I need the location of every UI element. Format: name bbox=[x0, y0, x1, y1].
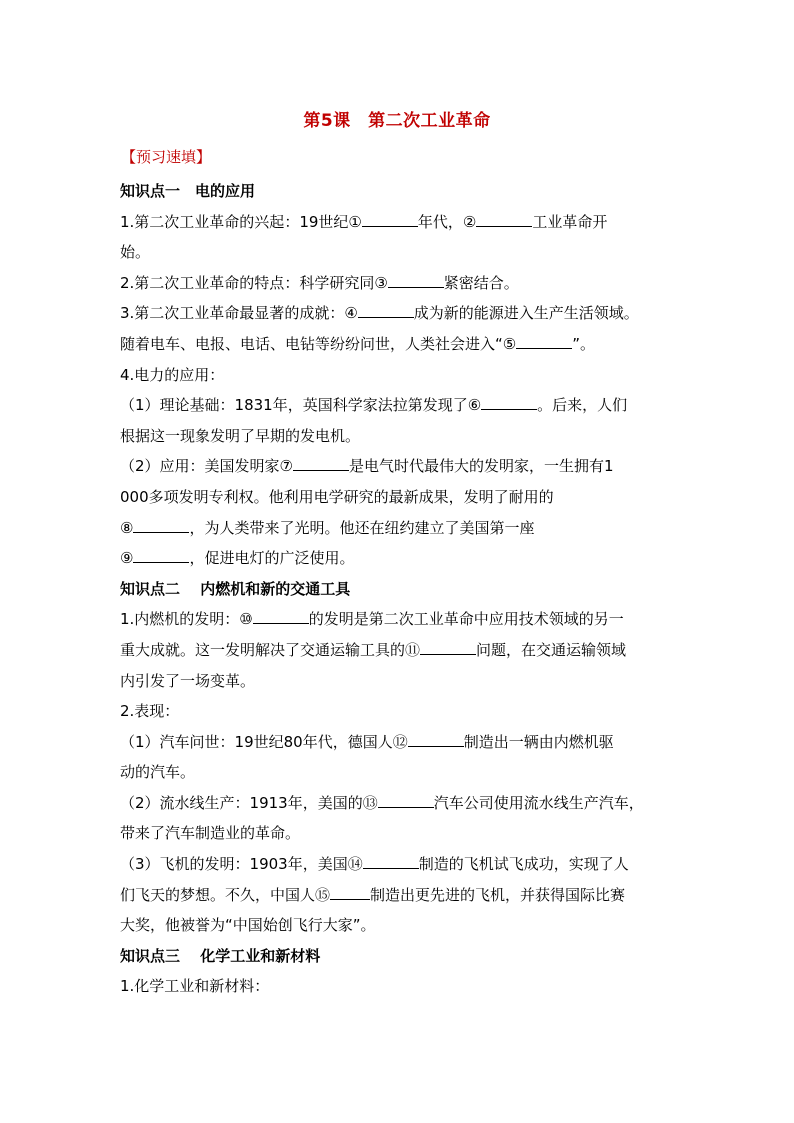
item-2-2-1-cont: 动的汽车。 bbox=[120, 763, 196, 782]
item-2-2-2: （2）流水线生产：1913年，美国的⑬ 汽车公司使用流水线生产汽车， bbox=[120, 793, 644, 812]
item-2-2-3: （3）飞机的发明：1903年，美国⑭ 制造的飞机试飞成功，实现了人 bbox=[120, 855, 629, 874]
item-2-2-2-cont: 带来了汽车制造业的革命。 bbox=[120, 824, 301, 843]
item-4-2-cont2: ⑧ ，为人类带来了光明。他还在纽约建立了美国第一座 bbox=[120, 518, 535, 537]
fill-blank-1[interactable] bbox=[362, 211, 418, 227]
heading-1: 知识点一 电的应用 bbox=[120, 182, 256, 200]
fill-blank-9[interactable] bbox=[133, 547, 189, 563]
item-2: 2.第二次工业革命的特点：科学研究同③ 紧密结合。 bbox=[120, 273, 519, 292]
item-2-2-3-cont2: 大奖，他被誉为“中国始创飞行大家”。 bbox=[120, 916, 376, 935]
fill-blank-11[interactable] bbox=[420, 639, 476, 655]
item-3-1: 1.化学工业和新材料： bbox=[120, 977, 270, 996]
lesson-title: 第5课 第二次工业革命 bbox=[303, 111, 491, 131]
item-4-2: （2）应用：美国发明家⑦ 是电气时代最伟大的发明家，一生拥有1 bbox=[120, 457, 614, 476]
fill-blank-12[interactable] bbox=[408, 731, 464, 747]
item-2-2-3-cont: 们飞天的梦想。不久，中国人⑮ 制造出更先进的飞机，并获得国际比赛 bbox=[120, 885, 626, 904]
heading-3: 知识点三 化学工业和新材料 bbox=[120, 946, 321, 965]
item-2-1-cont2: 内引发了一场变革。 bbox=[120, 671, 256, 690]
fill-blank-3[interactable] bbox=[388, 272, 444, 288]
item-4-1: （1）理论基础：1831年，英国科学家法拉第发现了⑥ 。后来，人们 bbox=[120, 396, 628, 415]
fill-blank-6[interactable] bbox=[481, 394, 537, 410]
item-2-2: 2.表现： bbox=[120, 702, 180, 721]
heading-2: 知识点二 内燃机和新的交通工具 bbox=[120, 579, 351, 598]
fill-blank-14[interactable] bbox=[363, 853, 419, 869]
fill-blank-4[interactable] bbox=[358, 302, 414, 318]
item-2-2-1: （1）汽车问世：19世纪80年代，德国人⑫ 制造出一辆由内燃机驱 bbox=[120, 732, 614, 751]
fill-blank-7[interactable] bbox=[293, 455, 349, 471]
fill-blank-10[interactable] bbox=[253, 608, 309, 624]
item-1-cont: 始。 bbox=[120, 243, 151, 262]
item-4-1-cont: 根据这一现象发明了早期的发电机。 bbox=[120, 426, 361, 445]
item-3: 3.第二次工业革命最显著的成就：④ 成为新的能源进入生产生活领域。 bbox=[120, 304, 639, 323]
item-2-1: 1.内燃机的发明：⑩ 的发明是第二次工业革命中应用技术领域的另一 bbox=[120, 610, 624, 629]
item-1: 1.第二次工业革命的兴起：19世纪① 年代，② 工业革命开 bbox=[120, 212, 608, 231]
fill-blank-15[interactable] bbox=[330, 884, 370, 900]
item-4-2-cont: 000多项发明专利权。他利用电学研究的最新成果，发明了耐用的 bbox=[120, 487, 554, 506]
item-4-2-cont3: ⑨ ，促进电灯的广泛使用。 bbox=[120, 549, 355, 568]
fill-blank-2[interactable] bbox=[476, 211, 532, 227]
worksheet-body bbox=[120, 176, 680, 1002]
section-tag: 【预习速填】 bbox=[121, 148, 212, 166]
fill-blank-13[interactable] bbox=[378, 792, 434, 808]
fill-blank-5[interactable] bbox=[516, 333, 572, 349]
item-3-cont: 随着电车、电报、电话、电钻等纷纷问世，人类社会进入“⑤ ”。 bbox=[120, 334, 596, 353]
item-2-1-cont: 重大成就。这一发明解决了交通运输工具的⑪ 问题，在交通运输领域 bbox=[120, 640, 627, 659]
fill-blank-8[interactable] bbox=[133, 517, 189, 533]
item-4: 4.电力的应用： bbox=[120, 365, 225, 384]
